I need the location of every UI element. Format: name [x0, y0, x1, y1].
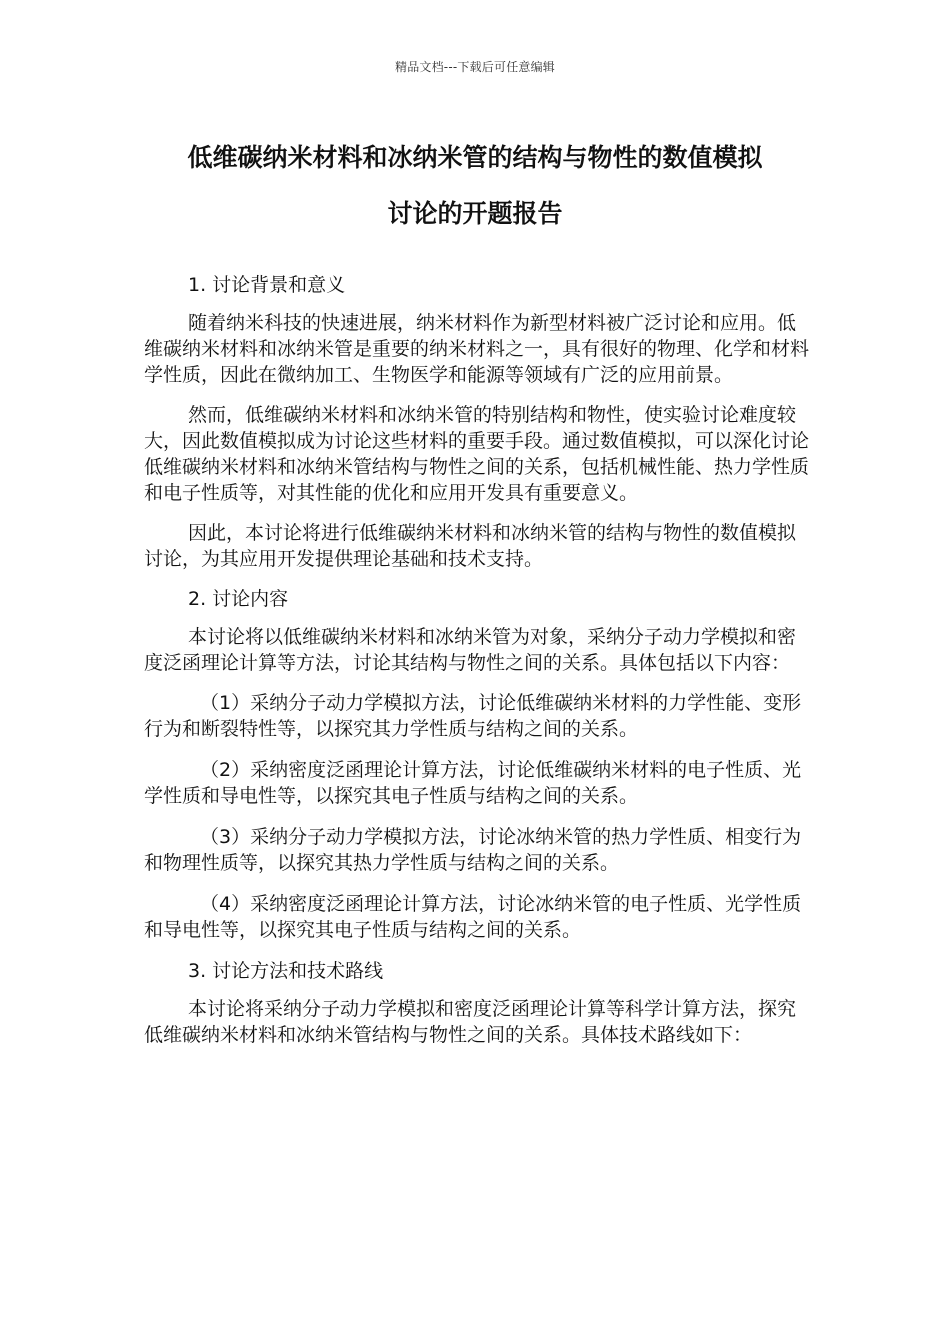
section-heading-3: 3. 讨论方法和技术路线 — [188, 960, 384, 982]
list-item: （1）采纳分子动力学模拟方法，讨论低维碳纳米材料的力学性能、变形行为和断裂特性等，以探究其力学性质与结构之间的关系。 — [144, 692, 802, 740]
paragraph-significance: 然而，低维碳纳米材料和冰纳米管的特别结构和物性，使实验讨论难度较大，因此数值模拟成为讨论这些材料的重要手段。通过数值模拟，可以深化讨论低维碳纳米材料和冰纳米管结构与物性之间的关系，包括机械性能、热力学性质和电子性质等，对其性能的优化和应用开发具有重要意义。 — [144, 404, 810, 504]
paragraph-methods: 本讨论将采纳分子动力学模拟和密度泛函理论计算等科学计算方法，探究低维碳纳米材料和冰纳米管结构与物性之间的关系。具体技术路线如下： — [144, 998, 797, 1046]
paragraph-conclusion: 因此，本讨论将进行低维碳纳米材料和冰纳米管的结构与物性的数值模拟讨论，为其应用开发提供理论基础和技术支持。 — [144, 522, 797, 570]
document-title-line-2: 讨论的开题报告 — [387, 199, 563, 228]
paragraph-background: 随着纳米科技的快速进展，纳米材料作为新型材料被广泛讨论和应用。低维碳纳米材料和冰纳米管是重要的纳米材料之一，具有很好的物理、化学和材料学性质，因此在微纳加工、生物医学和能源等领域有广泛的应用前景。 — [144, 312, 810, 386]
document-title-line-1: 低维碳纳米材料和冰纳米管的结构与物性的数值模拟 — [187, 143, 763, 172]
section-heading-2: 2. 讨论内容 — [188, 588, 289, 610]
paragraph-content-intro: 本讨论将以低维碳纳米材料和冰纳米管为对象，采纳分子动力学模拟和密度泛函理论计算等方法，讨论其结构与物性之间的关系。具体包括以下内容： — [144, 626, 797, 674]
list-item: （4）采纳密度泛函理论计算方法，讨论冰纳米管的电子性质、光学性质和导电性等，以探究其电子性质与结构之间的关系。 — [144, 893, 802, 941]
list-item: （3）采纳分子动力学模拟方法，讨论冰纳米管的热力学性质、相变行为和物理性质等，以探究其热力学性质与结构之间的关系。 — [144, 826, 802, 874]
header-note: 精品文档---下载后可任意编辑 — [395, 60, 555, 74]
list-item: （2）采纳密度泛函理论计算方法，讨论低维碳纳米材料的电子性质、光学性质和导电性等，以探究其电子性质与结构之间的关系。 — [144, 759, 802, 807]
section-heading-1: 1. 讨论背景和意义 — [188, 274, 346, 296]
document-body — [144, 272, 812, 1062]
